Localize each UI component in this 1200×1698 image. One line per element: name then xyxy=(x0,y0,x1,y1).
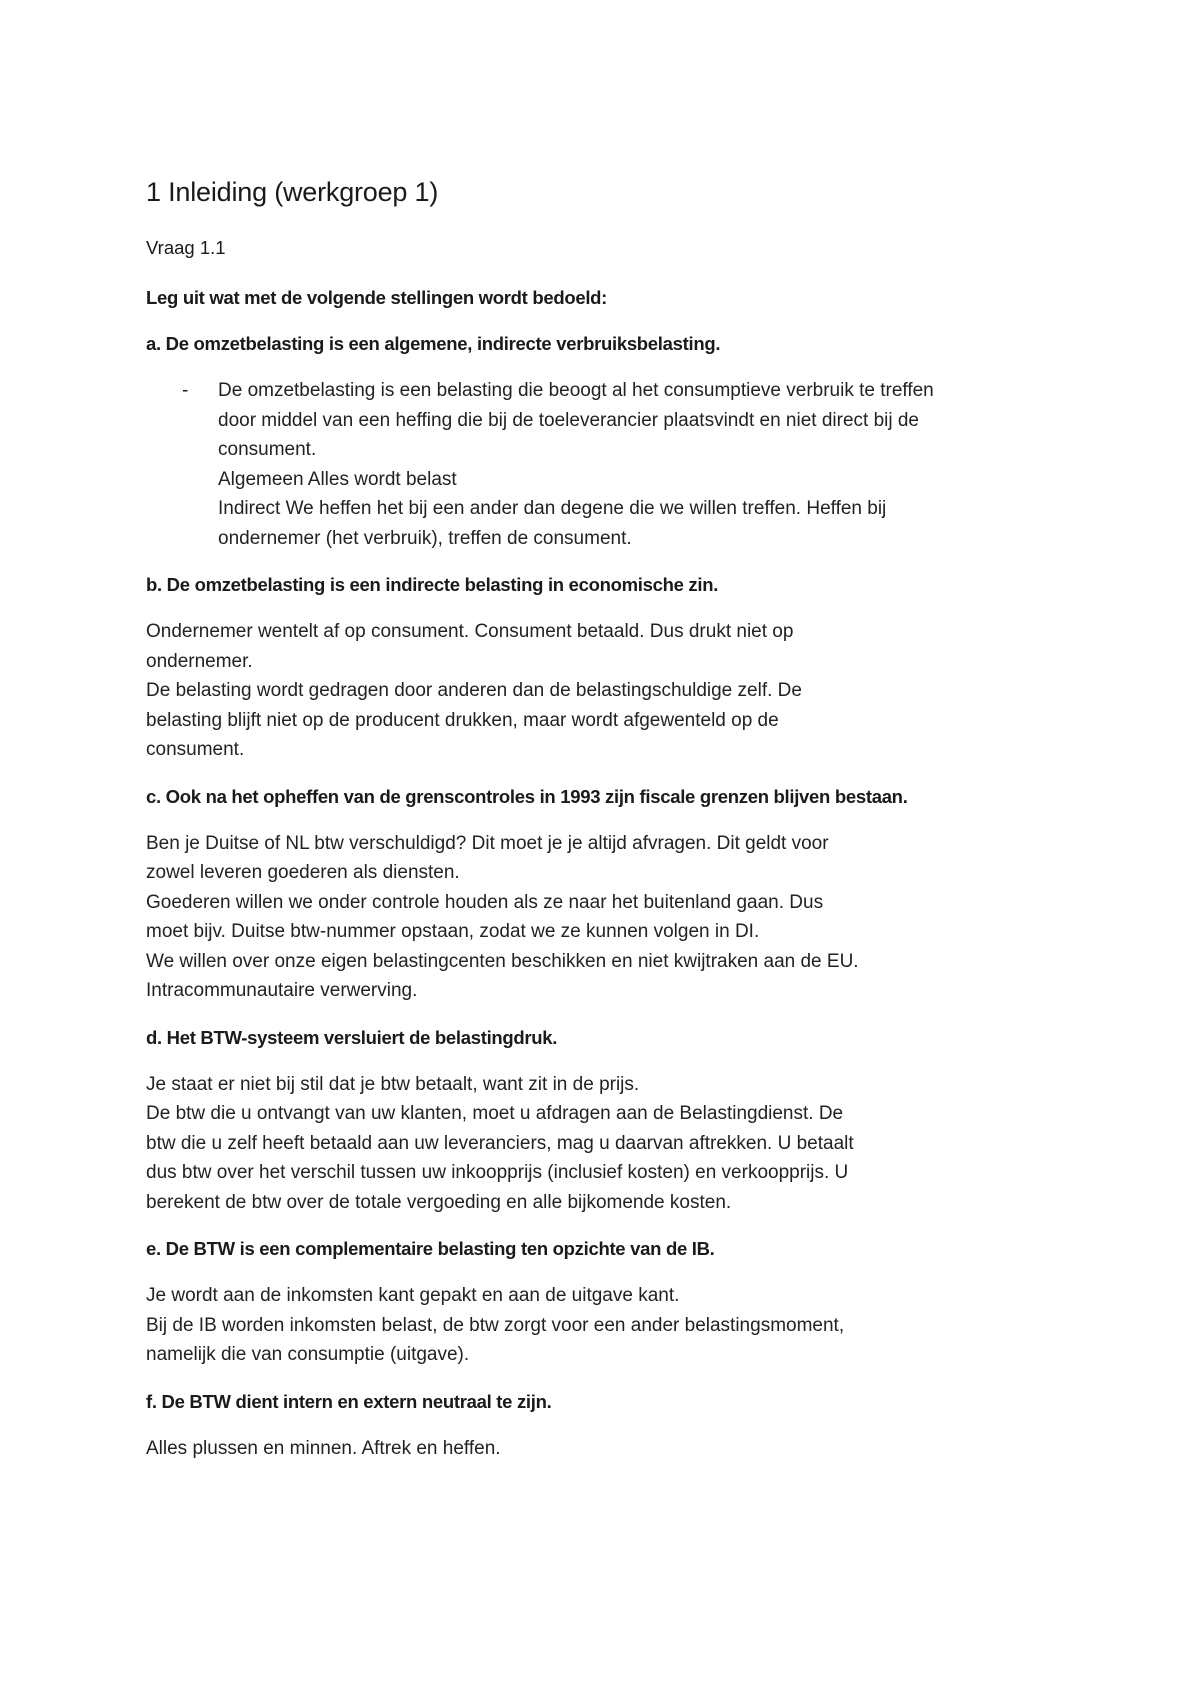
answer-b-line-4: belasting blijft niet op de producent drukken, maar wordt afgewenteld op de xyxy=(146,709,779,731)
answer-b-line-1: Ondernemer wentelt af op consument. Consument betaald. Dus drukt niet op xyxy=(146,621,794,642)
answer-d-line-2: De btw die u ontvangt van uw klanten, moet u afdragen aan de Belastingdienst. De xyxy=(146,1103,844,1124)
answer-b-line-2: ondernemer. xyxy=(146,650,253,672)
answer-f xyxy=(146,1434,1086,1464)
answer-b-line-5: consument. xyxy=(146,739,245,760)
question-number: Vraag 1.1 xyxy=(146,237,226,258)
answer-c-line-2: zowel leveren goederen als diensten. xyxy=(146,862,460,883)
answer-c xyxy=(146,829,1086,1006)
answer-a-line-6: ondernemer (het verbruik), treffen de consument. xyxy=(218,527,632,549)
answer-d-line-1: Je staat er niet bij stil dat je btw betaalt, want zit in de prijs. xyxy=(146,1073,640,1095)
statement-e: e. De BTW is een complementaire belasting ten opzichte van de IB. xyxy=(146,1238,715,1259)
answer-a-list xyxy=(146,376,1086,553)
document-page xyxy=(146,172,1086,1481)
answer-f-line-1: Alles plussen en minnen. Aftrek en heffen. xyxy=(146,1437,501,1459)
statement-f: f. De BTW dient intern en extern neutraal te zijn. xyxy=(146,1390,552,1412)
answer-c-line-3: Goederen willen we onder controle houden als ze naar het buitenland gaan. Dus xyxy=(146,891,824,913)
answer-c-line-5: We willen over onze eigen belastingcenten beschikken en niet kwijtraken aan de EU. xyxy=(146,950,859,972)
answer-e-line-2: Bij de IB worden inkomsten belast, de btw zorgt voor een ander belastingsmoment, xyxy=(146,1314,845,1336)
answer-d-line-4: dus btw over het verschil tussen uw inkoopprijs (inclusief kosten) en verkoopprijs. U xyxy=(146,1162,849,1183)
answer-a-line-2: door middel van een heffing die bij de toeleverancier plaatsvindt en niet direct bij de xyxy=(218,409,919,431)
answer-e-line-1: Je wordt aan de inkomsten kant gepakt en aan de uitgave kant. xyxy=(146,1285,680,1306)
page-title: 1 Inleiding (werkgroep 1) xyxy=(146,177,439,207)
answer-e xyxy=(146,1281,1086,1370)
instruction: Leg uit wat met de volgende stellingen wordt bedoeld: xyxy=(146,287,608,308)
answer-c-line-4: moet bijv. Duitse btw-nummer opstaan, zodat we ze kunnen volgen in DI. xyxy=(146,921,760,942)
answer-a-line-3: consument. xyxy=(218,439,317,460)
answer-d xyxy=(146,1070,1086,1218)
answer-d-line-5: berekent de btw over de totale vergoeding en alle bijkomende kosten. xyxy=(146,1191,732,1213)
answer-a-line-4: Algemeen Alles wordt belast xyxy=(218,468,457,490)
answer-b xyxy=(146,617,1086,765)
statement-b: b. De omzetbelasting is een indirecte belasting in economische zin. xyxy=(146,574,719,595)
bullet-dash: - xyxy=(182,380,189,401)
statement-a: a. De omzetbelasting is een algemene, indirecte verbruiksbelasting. xyxy=(146,333,721,354)
answer-a-line-5: Indirect We heffen het bij een ander dan degene die we willen treffen. Heffen bij xyxy=(218,498,887,519)
answer-c-line-6: Intracommunautaire verwerving. xyxy=(146,980,418,1001)
answer-e-line-3: namelijk die van consumptie (uitgave). xyxy=(146,1344,470,1365)
answer-c-line-1: Ben je Duitse of NL btw verschuldigd? Dit moet je je altijd afvragen. Dit geldt voor xyxy=(146,832,829,854)
statement-d: d. Het BTW-systeem versluiert de belastingdruk. xyxy=(146,1026,558,1048)
answer-a-line-1: De omzetbelasting is een belasting die beoogt al het consumptieve verbruik te treffen xyxy=(218,380,934,401)
statement-c: c. Ook na het opheffen van de grenscontroles in 1993 zijn fiscale grenzen blijven bestaan. xyxy=(146,785,908,807)
answer-d-line-3: btw die u zelf heeft betaald aan uw leveranciers, mag u daarvan aftrekken. U betaalt xyxy=(146,1132,854,1154)
answer-b-line-3: De belasting wordt gedragen door anderen dan de belastingschuldige zelf. De xyxy=(146,680,802,701)
answer-a-item xyxy=(146,376,1086,553)
